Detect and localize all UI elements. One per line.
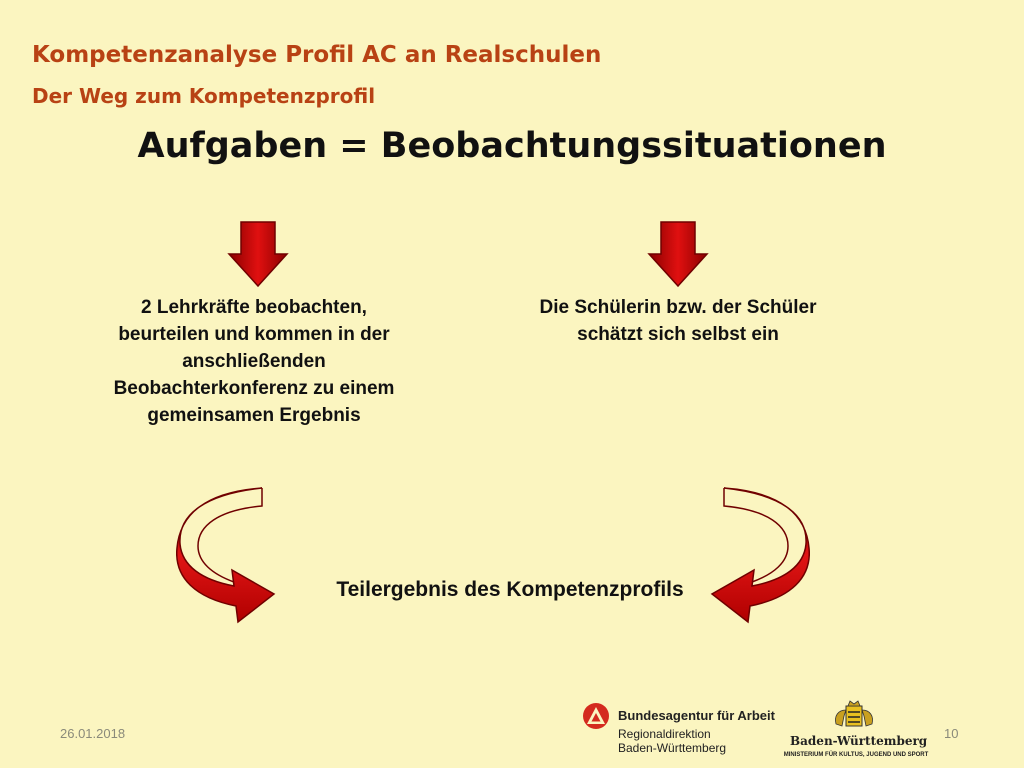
slide-subtitle: Der Weg zum Kompetenzprofil — [32, 84, 376, 108]
baden-wuerttemberg-crest-icon — [830, 700, 878, 734]
partial-result-label: Teilergebnis des Kompetenzprofils — [336, 578, 684, 601]
bundesagentur-logo-icon — [582, 702, 610, 730]
main-heading: Aufgaben = Beobachtungssituationen — [137, 126, 887, 166]
bundesagentur-region — [618, 727, 726, 755]
bundesagentur-region-line2: Baden-Württemberg — [618, 741, 727, 755]
teacher-observation-text: 2 Lehrkräfte beobachten, beurteilen und kommen in der anschließenden Beobachterkonferenz zu einem gemeinsamen Ergebnis — [113, 297, 395, 426]
slide-title: Kompetenzanalyse Profil AC an Realschulen — [32, 42, 602, 68]
self-assessment-text: Die Schülerin bzw. der Schüler schätzt sich selbst ein — [539, 297, 817, 345]
left-curved-arrow-icon — [176, 486, 276, 626]
ministry-name: MINISTERIUM FÜR KULTUS, JUGEND UND SPORT — [783, 752, 929, 758]
footer-date: 26.01.2018 — [60, 726, 126, 741]
bundesagentur-name: Bundesagentur für Arbeit — [618, 708, 775, 723]
right-down-arrow-icon — [647, 220, 709, 288]
bundesagentur-region-line1: Regionaldirektion — [618, 727, 711, 741]
right-curved-arrow-icon — [710, 486, 810, 626]
baden-wuerttemberg-name: Baden-Württemberg — [790, 734, 928, 748]
page-number: 10 — [944, 726, 959, 741]
left-down-arrow-icon — [227, 220, 289, 288]
